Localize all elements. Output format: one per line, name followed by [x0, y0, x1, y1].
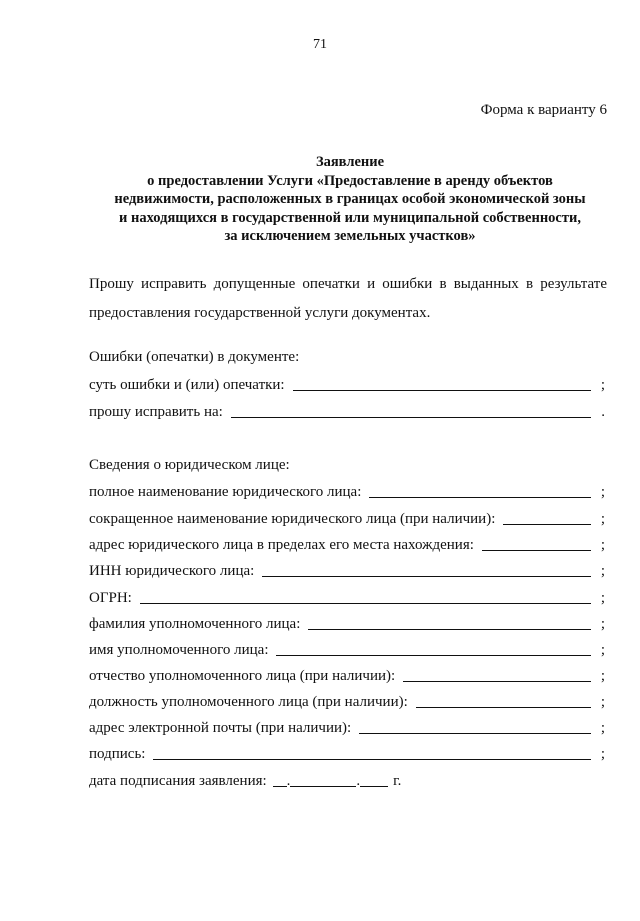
field-label: фамилия уполномоченного лица:: [89, 616, 301, 632]
date-year-input-line[interactable]: [360, 772, 388, 787]
field-end-mark: ;: [600, 616, 605, 632]
short-name-field: [89, 510, 605, 528]
date-day-input-line[interactable]: [273, 772, 287, 787]
errors-heading: Ошибки (опечатки) в документе:: [89, 349, 300, 365]
signature-field: [89, 745, 605, 763]
correction-field: [89, 403, 605, 421]
field-label: должность уполномоченного лица (при наличии):: [89, 694, 408, 710]
ogrn-field: [89, 589, 605, 607]
field-end-mark: ;: [600, 484, 605, 500]
signature-input-line[interactable]: [153, 745, 591, 760]
field-label: полное наименование юридического лица:: [89, 484, 362, 500]
field-label: суть ошибки и (или) опечатки:: [89, 377, 285, 393]
field-label: сокращенное наименование юридического лица (при наличии):: [89, 511, 496, 527]
field-end-mark: ;: [600, 668, 605, 684]
first-name-input-line[interactable]: [276, 641, 591, 656]
legal-address-field: [89, 536, 605, 554]
date-separator: .: [356, 773, 361, 789]
error-essence-field: [89, 376, 605, 394]
field-label: адрес юридического лица в пределах его места нахождения:: [89, 537, 474, 553]
field-label: ОГРН:: [89, 590, 132, 606]
position-field: [89, 693, 605, 711]
document-title: [60, 153, 640, 246]
surname-input-line[interactable]: [308, 615, 591, 630]
error-essence-input-line[interactable]: [293, 376, 591, 391]
patronymic-field: [89, 667, 605, 685]
field-end-mark: ;: [600, 720, 605, 736]
field-end-mark: ;: [600, 511, 605, 527]
ogrn-input-line[interactable]: [140, 589, 591, 604]
title-line-2: о предоставлении Услуги «Предоставление в аренду объектов: [147, 172, 553, 189]
field-end-mark: ;: [600, 746, 605, 762]
patronymic-input-line[interactable]: [403, 667, 591, 682]
date-month-input-line[interactable]: [290, 772, 356, 787]
signing-date-field: [89, 772, 401, 790]
full-name-input-line[interactable]: [369, 483, 591, 498]
date-label: дата подписания заявления:: [89, 773, 267, 789]
year-suffix: г.: [393, 773, 402, 789]
field-end-mark: .: [601, 404, 605, 420]
title-line-3: недвижимости, расположенных в границах особой экономической зоны: [114, 191, 586, 207]
short-name-input-line[interactable]: [503, 510, 591, 525]
date-separator: .: [286, 773, 291, 789]
inn-field: [89, 562, 605, 580]
field-end-mark: ;: [600, 537, 605, 553]
field-label: подпись:: [89, 746, 146, 762]
field-label: прошу исправить на:: [89, 404, 223, 420]
title-line-5: за исключением земельных участков»: [224, 228, 476, 244]
inn-input-line[interactable]: [262, 562, 591, 577]
title-line-4: и находящихся в государственной или муниципальной собственности,: [119, 209, 581, 226]
field-end-mark: ;: [600, 377, 605, 393]
title-line-1: Заявление: [315, 154, 385, 170]
correction-input-line[interactable]: [231, 403, 591, 418]
form-variant-label: Форма к варианту 6: [480, 102, 607, 118]
field-label: ИНН юридического лица:: [89, 563, 255, 579]
legal-address-input-line[interactable]: [482, 536, 591, 551]
surname-field: [89, 615, 605, 633]
email-field: [89, 719, 605, 737]
field-label: отчество уполномоченного лица (при наличии):: [89, 668, 396, 684]
field-label: адрес электронной почты (при наличии):: [89, 720, 352, 736]
full-name-field: [89, 483, 605, 501]
field-end-mark: ;: [600, 642, 605, 658]
field-end-mark: ;: [600, 563, 605, 579]
page-number: 71: [313, 37, 327, 52]
field-end-mark: ;: [600, 694, 605, 710]
field-end-mark: ;: [600, 590, 605, 606]
position-input-line[interactable]: [416, 693, 591, 708]
field-label: имя уполномоченного лица:: [89, 642, 269, 658]
email-input-line[interactable]: [359, 719, 591, 734]
intro-paragraph: Прошу исправить допущенные опечатки и ошибки в выданных в результате предоставления государственной услуги документах.: [89, 276, 607, 321]
entity-heading: Сведения о юридическом лице:: [89, 457, 290, 473]
first-name-field: [89, 641, 605, 659]
